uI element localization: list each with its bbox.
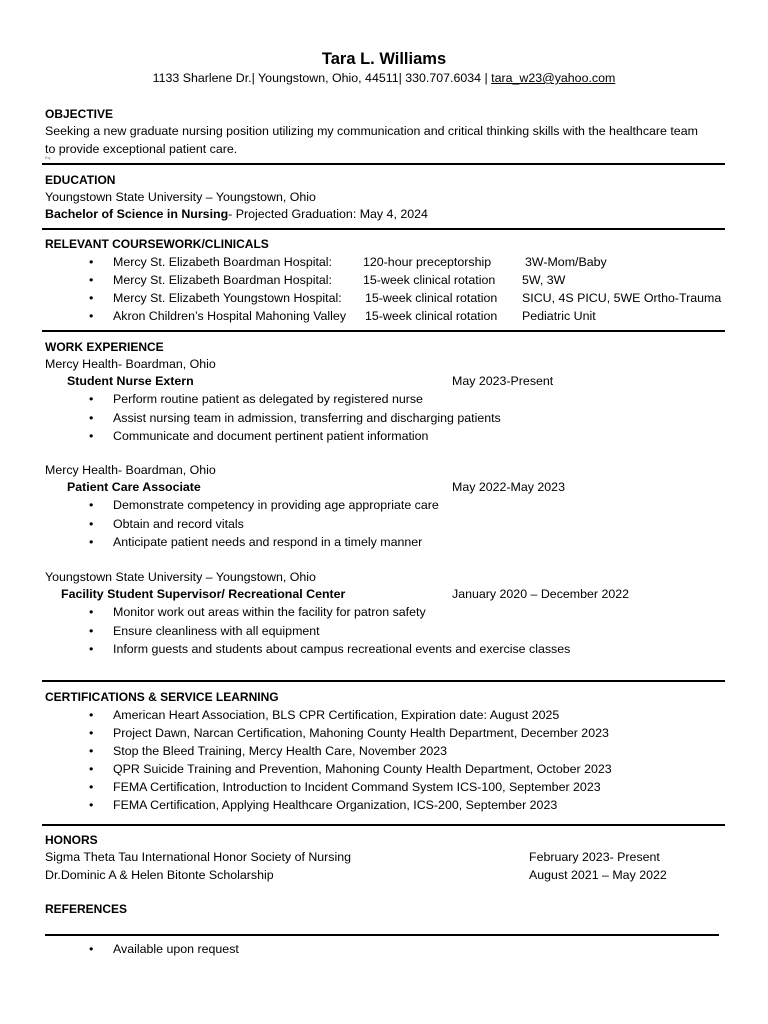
bullet-icon: • — [89, 798, 94, 812]
education-degree-line — [45, 205, 428, 223]
bullet-icon: • — [89, 498, 94, 512]
certification-item: Stop the Bleed Training, Mercy Health Care, November 2023 — [113, 744, 448, 758]
reference-item: Available upon request — [113, 942, 239, 956]
work-duty: Obtain and record vitals — [113, 516, 244, 531]
bullet-icon: • — [89, 291, 94, 305]
work-duty: Assist nursing team in admission, transferring and discharging patients — [113, 410, 501, 425]
bullet-icon: • — [89, 780, 94, 794]
education-projected: - Projected Graduation: May 4, 2024 — [228, 207, 428, 221]
certifications-heading: CERTIFICATIONS & SERVICE LEARNING — [45, 690, 279, 704]
coursework-unit: Pediatric Unit — [522, 309, 596, 323]
work-duty: Inform guests and students about campus recreational events and exercise classes — [113, 642, 571, 656]
honor-dates: August 2021 – May 2022 — [529, 868, 667, 882]
coursework-unit: 3W-Mom/Baby — [525, 255, 607, 269]
references-heading: REFERENCES — [45, 902, 128, 916]
work-job-title: Student Nurse Extern — [67, 374, 194, 388]
bullet-icon: • — [89, 762, 94, 776]
coursework-duration: 120-hour preceptorship — [363, 255, 492, 269]
bullet-icon: • — [89, 392, 94, 406]
certification-item: American Heart Association, BLS CPR Certification, Expiration date: August 2025 — [113, 708, 560, 722]
bullet-icon: • — [89, 255, 94, 269]
objective-text-line-1: Seeking a new graduate nursing position utilizing my communication and critical thinking skills with the healthcare team — [45, 124, 698, 138]
bullet-icon: • — [89, 410, 94, 425]
divider — [45, 934, 719, 936]
work-dates: May 2023-Present — [452, 374, 554, 388]
certification-item: QPR Suicide Training and Prevention, Mahoning County Health Department, October 2023 — [113, 762, 612, 776]
work-employer: Mercy Health- Boardman, Ohio — [45, 463, 216, 477]
work-dates: January 2020 – December 2022 — [452, 587, 630, 601]
coursework-heading: RELEVANT COURSEWORK/CLINICALS — [45, 237, 269, 251]
bullet-icon: • — [89, 642, 94, 656]
certification-item: FEMA Certification, Applying Healthcare Organization, ICS-200, September 2023 — [113, 798, 558, 812]
divider — [42, 824, 725, 826]
education-heading: EDUCATION — [45, 173, 116, 187]
divider — [42, 680, 725, 682]
certification-item: Project Dawn, Narcan Certification, Mahoning County Health Department, December 2023 — [113, 726, 609, 740]
divider — [42, 330, 725, 332]
tiny-mark: Eq. — [45, 155, 52, 160]
bullet-icon: • — [89, 726, 94, 740]
coursework-duration: 15-week clinical rotation — [365, 291, 498, 305]
coursework-site: Mercy St. Elizabeth Youngstown Hospital: — [113, 291, 342, 305]
work-duty: Demonstrate competency in providing age appropriate care — [113, 498, 439, 512]
contact-address: 1133 Sharlene Dr.| Youngstown, Ohio, 44511| 330.707.6034 | — [152, 71, 492, 85]
work-heading: WORK EXPERIENCE — [45, 340, 164, 354]
bullet-icon: • — [89, 429, 94, 443]
work-dates: May 2022-May 2023 — [452, 480, 565, 494]
coursework-site: Mercy St. Elizabeth Boardman Hospital: — [113, 255, 332, 269]
honors-heading: HONORS — [45, 833, 98, 847]
coursework-site: Mercy St. Elizabeth Boardman Hospital: — [113, 273, 332, 287]
work-duty: Anticipate patient needs and respond in a timely manner — [113, 535, 423, 549]
bullet-icon: • — [89, 309, 94, 323]
divider — [42, 228, 725, 230]
honor-dates: February 2023- Present — [529, 850, 660, 864]
bullet-icon: • — [89, 516, 94, 531]
coursework-unit: SICU, 4S PICU, 5WE Ortho-Trauma — [522, 291, 722, 305]
honor-name: Dr.Dominic A & Helen Bitonte Scholarship — [45, 868, 274, 882]
work-duty: Monitor work out areas within the facility for patron safety — [113, 605, 426, 619]
coursework-unit: 5W, 3W — [522, 273, 566, 287]
education-degree: Bachelor of Science in Nursing — [45, 207, 229, 221]
objective-text-line-2: to provide exceptional patient care. — [45, 142, 238, 156]
honor-name: Sigma Theta Tau International Honor Society of Nursing — [45, 850, 352, 864]
contact-email-link[interactable]: tara_w23@yahoo.com — [491, 71, 616, 85]
applicant-name: Tara L. Williams — [321, 50, 447, 68]
bullet-icon: • — [89, 942, 94, 956]
work-duty: Communicate and document pertinent patient information — [113, 429, 429, 443]
bullet-icon: • — [89, 623, 94, 638]
work-job-title: Patient Care Associate — [67, 480, 201, 494]
divider — [42, 163, 725, 165]
bullet-icon: • — [89, 708, 94, 722]
bullet-icon: • — [89, 535, 94, 549]
certification-item: FEMA Certification, Introduction to Incident Command System ICS-100, September 2023 — [113, 780, 601, 794]
coursework-site: Akron Children’s Hospital Mahoning Valley — [113, 309, 347, 323]
education-school: Youngstown State University – Youngstown, Ohio — [45, 190, 316, 204]
work-job-title: Facility Student Supervisor/ Recreational Center — [61, 587, 346, 601]
bullet-icon: • — [89, 273, 94, 287]
coursework-duration: 15-week clinical rotation — [365, 309, 498, 323]
bullet-icon: • — [89, 605, 94, 619]
work-employer: Youngstown State University – Youngstown, Ohio — [45, 570, 316, 584]
work-duty: Perform routine patient as delegated by registered nurse — [113, 392, 423, 406]
coursework-duration: 15-week clinical rotation — [363, 273, 496, 287]
bullet-icon: • — [89, 744, 94, 758]
contact-line — [0, 69, 768, 87]
objective-heading: OBJECTIVE — [45, 107, 114, 121]
work-employer: Mercy Health- Boardman, Ohio — [45, 357, 216, 371]
work-duty: Ensure cleanliness with all equipment — [113, 623, 320, 638]
